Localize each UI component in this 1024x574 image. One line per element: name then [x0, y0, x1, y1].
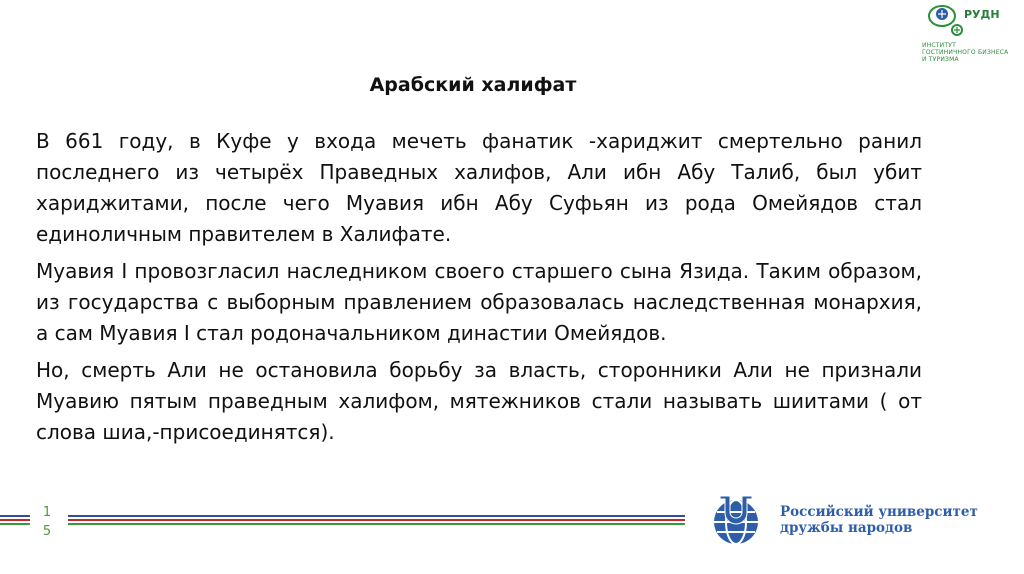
- rudn-university-emblem-icon: [706, 492, 768, 548]
- paragraph: В 661 году, в Куфе у входа мечеть фанатик -хариджит смертельно ранил последнего из четырёх Праведных халифов, Али ибн Абу Талиб, был убит хариджитами, после чего Муавия ибн Абу Суфьян из рода Омейядов стал единоличным правителем в Халифате.: [36, 129, 922, 246]
- decorative-lines-left: [0, 515, 30, 529]
- institute-name: ИНСТИТУТ ГОСТИНИЧНОГО БИЗНЕСА И ТУРИЗМА: [922, 42, 1009, 63]
- paragraph: Муавия I провозгласил наследником своего старшего сына Язида. Таким образом, из государства с выборным правлением образовалась наследственная монархия, а сам Муавия I стал родоначальником династии Омейядов.: [36, 259, 922, 345]
- slide-body: [36, 126, 922, 454]
- rudn-globe-logo-icon: [922, 2, 966, 38]
- university-logo: [706, 492, 996, 548]
- decorative-lines: [68, 515, 685, 529]
- rudn-institute-logo: [922, 2, 1018, 66]
- logo-text: РУДН: [964, 8, 1000, 21]
- slide-title: Арабский халифат: [369, 74, 577, 96]
- university-name: Российский университет дружбы народов: [780, 504, 978, 536]
- paragraph: Но, смерть Али не остановила борьбу за власть, сторонники Али не признали Муавию пятым праведным халифом, мятежников стали называть шиитами ( от слова шиа,-присоединятся).: [36, 358, 922, 444]
- page-number: 1 5: [42, 505, 52, 539]
